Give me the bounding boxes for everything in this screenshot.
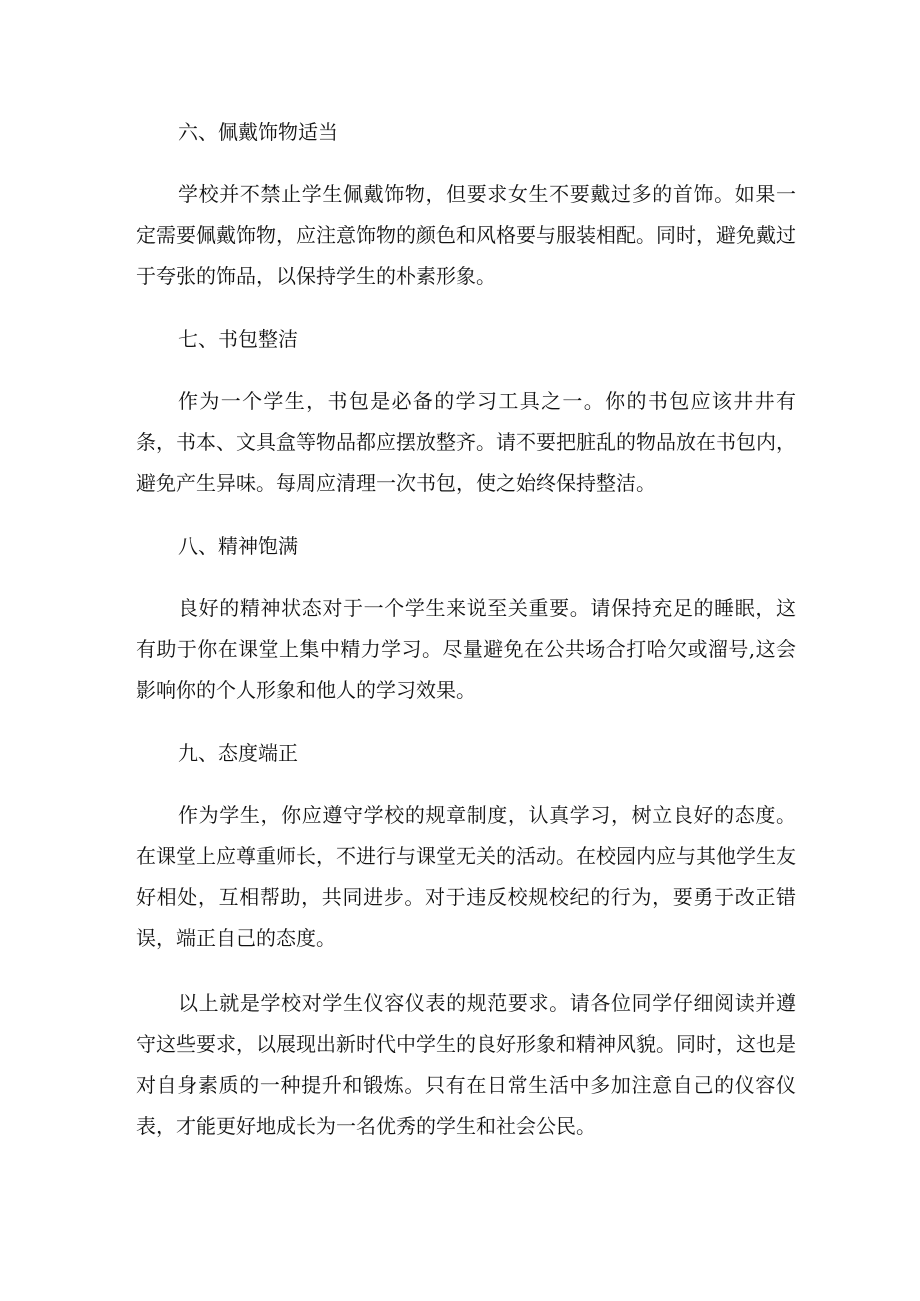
section-body-9: 作为学生，你应遵守学校的规章制度，认真学习，树立良好的态度。在课堂上应尊重师长，不进行与课堂无关的活动。在校园内应与其他学生友好相处，互相帮助，共同进步。对于违反校规校纪的行为，要勇于改正错误，端正自己的态度。: [136, 803, 796, 950]
section-heading-9: 九、态度端正: [178, 741, 298, 765]
section-heading-6: 六、佩戴饰物适当: [178, 120, 338, 144]
section-body-7: 作为一个学生，书包是必备的学习工具之一。你的书包应该井井有条，书本、文具盒等物品都应摆放整齐。请不要把脏乱的物品放在书包内，避免产生异味。每周应清理一次书包，使之始终保持整洁。: [136, 389, 796, 495]
section-heading-8: 八、精神饱满: [178, 534, 298, 558]
section-heading-7: 七、书包整洁: [178, 327, 298, 351]
section-body-8: 良好的精神状态对于一个学生来说至关重要。请保持充足的睡眠，这有助于你在课堂上集中精力学习。尽量避免在公共场合打哈欠或溜号,这会影响你的个人形象和他人的学习效果。: [136, 596, 796, 702]
section-body-6: 学校并不禁止学生佩戴饰物，但要求女生不要戴过多的首饰。如果一定需要佩戴饰物，应注意饰物的颜色和风格要与服装相配。同时，避免戴过于夸张的饰品，以保持学生的朴素形象。: [136, 182, 796, 288]
document-body: [136, 114, 796, 1171]
conclusion-paragraph: 以上就是学校对学生仪容仪表的规范要求。请各位同学仔细阅读并遵守这些要求，以展现出新时代中学生的良好形象和精神风貌。同时，这也是对自身素质的一种提升和锻炼。只有在日常生活中多加注意自己的仪容仪表，才能更好地成长为一名优秀的学生和社会公民。: [136, 991, 796, 1138]
